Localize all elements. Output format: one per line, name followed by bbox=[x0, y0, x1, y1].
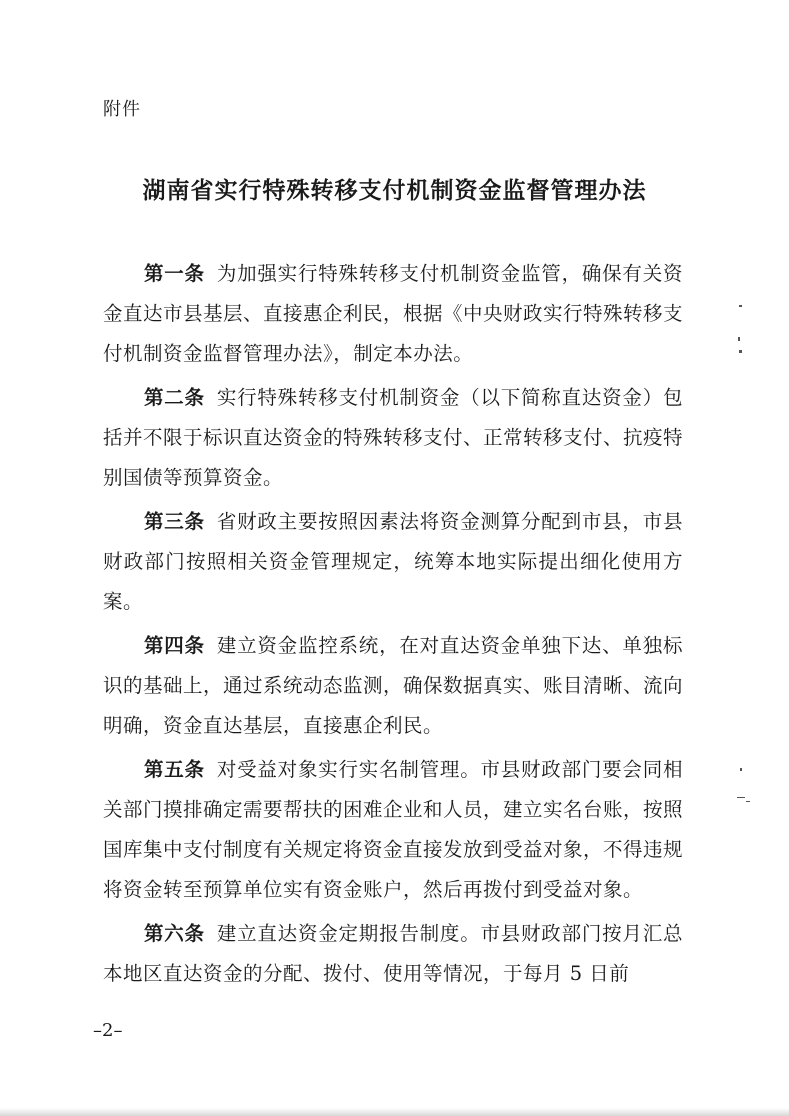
scan-speck bbox=[739, 350, 742, 353]
article-2 bbox=[103, 378, 683, 498]
scan-speck bbox=[737, 797, 745, 798]
article-number: 第一条 bbox=[144, 262, 205, 285]
scan-speck bbox=[738, 337, 740, 341]
article-text: 对受益对象实行实名制管理。市县财政部门要会同相关部门摸排确定需要帮扶的困难企业和人员，建立实名台账，按照国库集中支付制度有关规定将资金直接发放到受益对象，不得违规将资金转至预算单位实有资金账户，然后再拨付到受益对象。 bbox=[103, 758, 684, 901]
article-6 bbox=[103, 914, 683, 994]
article-number: 第四条 bbox=[144, 634, 205, 657]
article-text: 实行特殊转移支付机制资金（以下简称直达资金）包括并不限于标识直达资金的特殊转移支付、正常转移支付、抗疫特别国债等预算资金。 bbox=[103, 386, 684, 489]
scan-speck bbox=[739, 305, 742, 307]
article-text: 建立直达资金定期报告制度。市县财政部门按月汇总本地区直达资金的分配、拨付、使用等情况，于每月 5 日前 bbox=[103, 922, 683, 985]
article-4 bbox=[103, 626, 683, 746]
scan-speck bbox=[740, 768, 742, 771]
scan-speck bbox=[746, 801, 750, 802]
article-3 bbox=[103, 502, 683, 622]
scan-bottom-edge bbox=[0, 1108, 789, 1116]
attachment-label: 附件 bbox=[103, 99, 141, 120]
article-number: 第二条 bbox=[144, 386, 205, 409]
article-text: 建立资金监控系统，在对直达资金单独下达、单独标识的基础上，通过系统动态监测，确保数据真实、账目清晰、流向明确，资金直达基层，直接惠企利民。 bbox=[103, 634, 684, 737]
article-number: 第六条 bbox=[144, 922, 205, 945]
article-text: 省财政主要按照因素法将资金测算分配到市县，市县财政部门按照相关资金管理规定，统筹本地实际提出细化使用方案。 bbox=[103, 510, 683, 613]
article-5 bbox=[103, 750, 683, 910]
article-text: 为加强实行特殊转移支付机制资金监管，确保有关资金直达市县基层、直接惠企利民，根据《中央财政实行特殊转移支付机制资金监督管理办法》，制定本办法。 bbox=[103, 262, 684, 365]
article-1 bbox=[103, 254, 683, 374]
document-title: 湖南省实行特殊转移支付机制资金监督管理办法 bbox=[142, 178, 647, 204]
document-body bbox=[103, 254, 683, 998]
page-number: –2– bbox=[93, 1020, 123, 1041]
article-number: 第五条 bbox=[144, 758, 205, 781]
article-number: 第三条 bbox=[144, 510, 205, 533]
